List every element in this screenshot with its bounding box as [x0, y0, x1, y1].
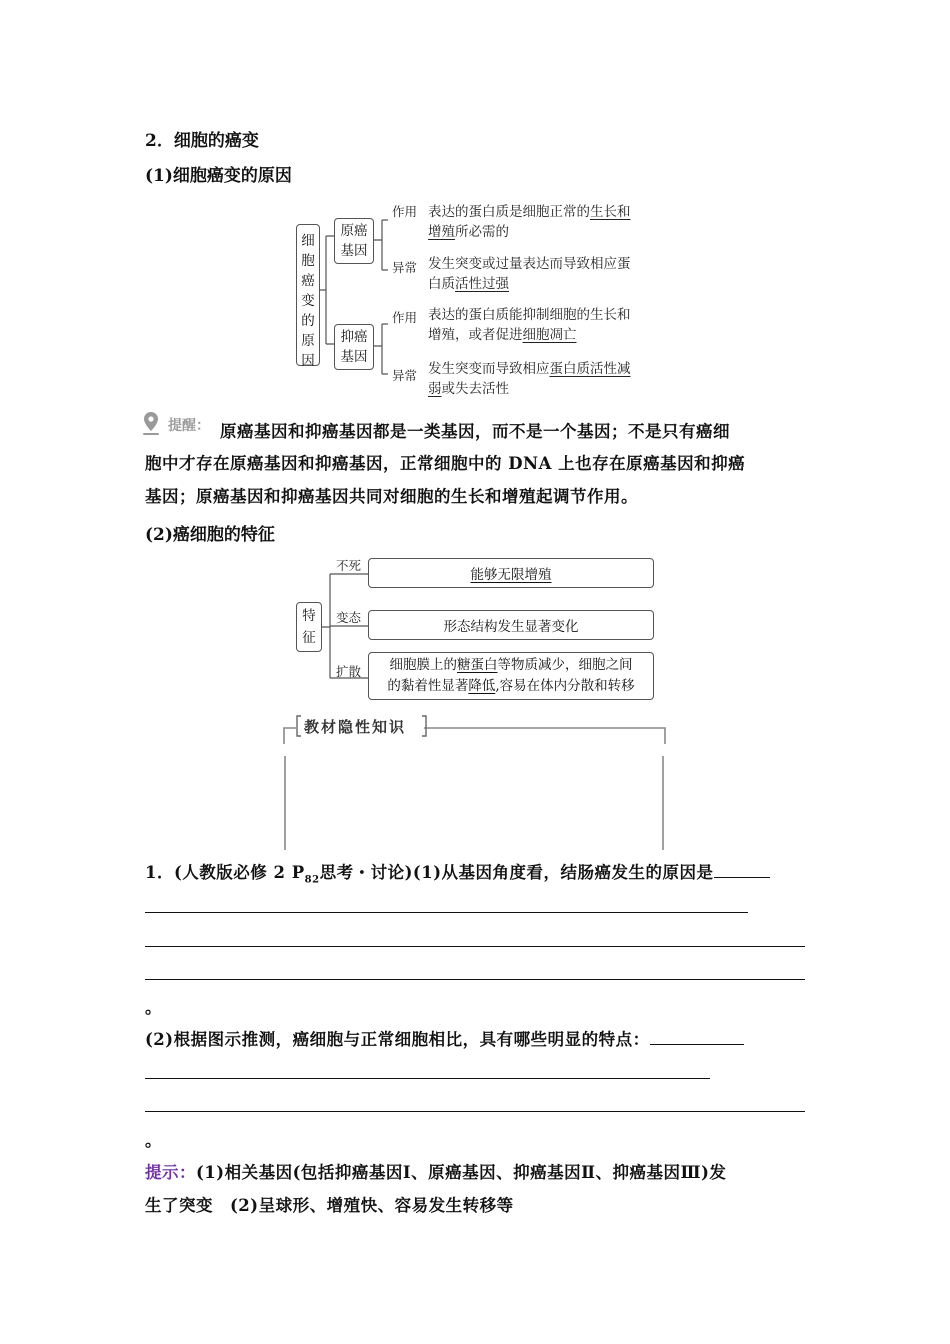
gene1-abn-text: 发生突变或过量表达而导致相应蛋 白质活性过强: [428, 256, 631, 292]
period-1: 。: [145, 998, 162, 1017]
answer-line1: 提示：(1)相关基因(包括抑癌基因Ⅰ、原癌基因、抑癌基因Ⅱ、抑癌基因Ⅲ)发: [145, 1163, 727, 1182]
tip-line1: 原癌基因和抑癌基因都是一类基因，而不是一个基因；不是只有癌细: [220, 422, 730, 441]
gene2-role-label: 作用: [392, 310, 418, 325]
answer-line: [145, 946, 805, 947]
gene1-name-line1: 原癌: [340, 223, 368, 239]
gene1-name-line2: 基因: [340, 243, 368, 259]
answer-line2: 生了突变 (2)呈球形、增殖快、容易发生转移等: [145, 1196, 514, 1215]
gene1-abn-label: 异常: [392, 260, 418, 275]
hidden-knowledge-title: 教材隐性知识: [304, 718, 407, 736]
gene1-role-label: 作用: [392, 204, 418, 219]
answer-label: 提示：: [145, 1163, 196, 1182]
gene2-abn-label: 异常: [392, 368, 418, 383]
diagram1-root-label: 细胞癌变的原因: [301, 233, 315, 369]
gene2-abn-text: 发生突变而导致相应蛋白质活性减 弱或失去活性: [428, 361, 631, 397]
answer-line: [145, 1111, 805, 1112]
feature3-box: 细胞膜上的糖蛋白等物质减少，细胞之间 的黏着性显著降低,容易在体内分散和转移: [368, 652, 654, 700]
feature2-text: 形态结构发生显著变化: [443, 619, 579, 635]
tip-line3: 基因；原癌基因和抑癌基因共同对细胞的生长和增殖起调节作用。: [145, 487, 638, 506]
period-2: 。: [145, 1131, 162, 1150]
feature2-label: 变态: [336, 610, 362, 625]
gene2-name-line2: 基因: [340, 349, 368, 365]
subsection-causes: (1)细胞癌变的原因: [145, 166, 292, 186]
question-1: 1．(人教版必修 2 $P_{82}$思考・讨论)(1)从基因角度看，结肠癌发生的原因是: [145, 857, 770, 896]
answer-line: [145, 979, 805, 980]
feature1-text: 能够无限增殖: [470, 567, 552, 583]
feature1-label: 不死: [336, 558, 362, 573]
answer-line: [145, 912, 748, 913]
answer-line: [145, 1078, 710, 1079]
subsection-features: (2)癌细胞的特征: [145, 525, 275, 545]
tip-line2: 胞中才存在原癌基因和抑癌基因，正常细胞中的 DNA 上也存在原癌基因和抑癌: [145, 454, 746, 473]
gene1-role-text: 表达的蛋白质是细胞正常的生长和 增殖所必需的: [428, 204, 631, 240]
gene2-name-line1: 抑癌: [340, 329, 368, 345]
gene2-role-text: 表达的蛋白质能抑制细胞的生长和 增殖，或者促进细胞凋亡: [428, 307, 631, 343]
question-2: (2)根据图示推测，癌细胞与正常细胞相比，具有哪些明显的特点：: [145, 1024, 744, 1056]
diagram2-root-label: 特征: [302, 608, 316, 646]
feature3-label: 扩散: [336, 664, 362, 679]
section-title: 2．细胞的癌变: [145, 131, 259, 151]
tip-label: 提醒：: [168, 418, 210, 434]
